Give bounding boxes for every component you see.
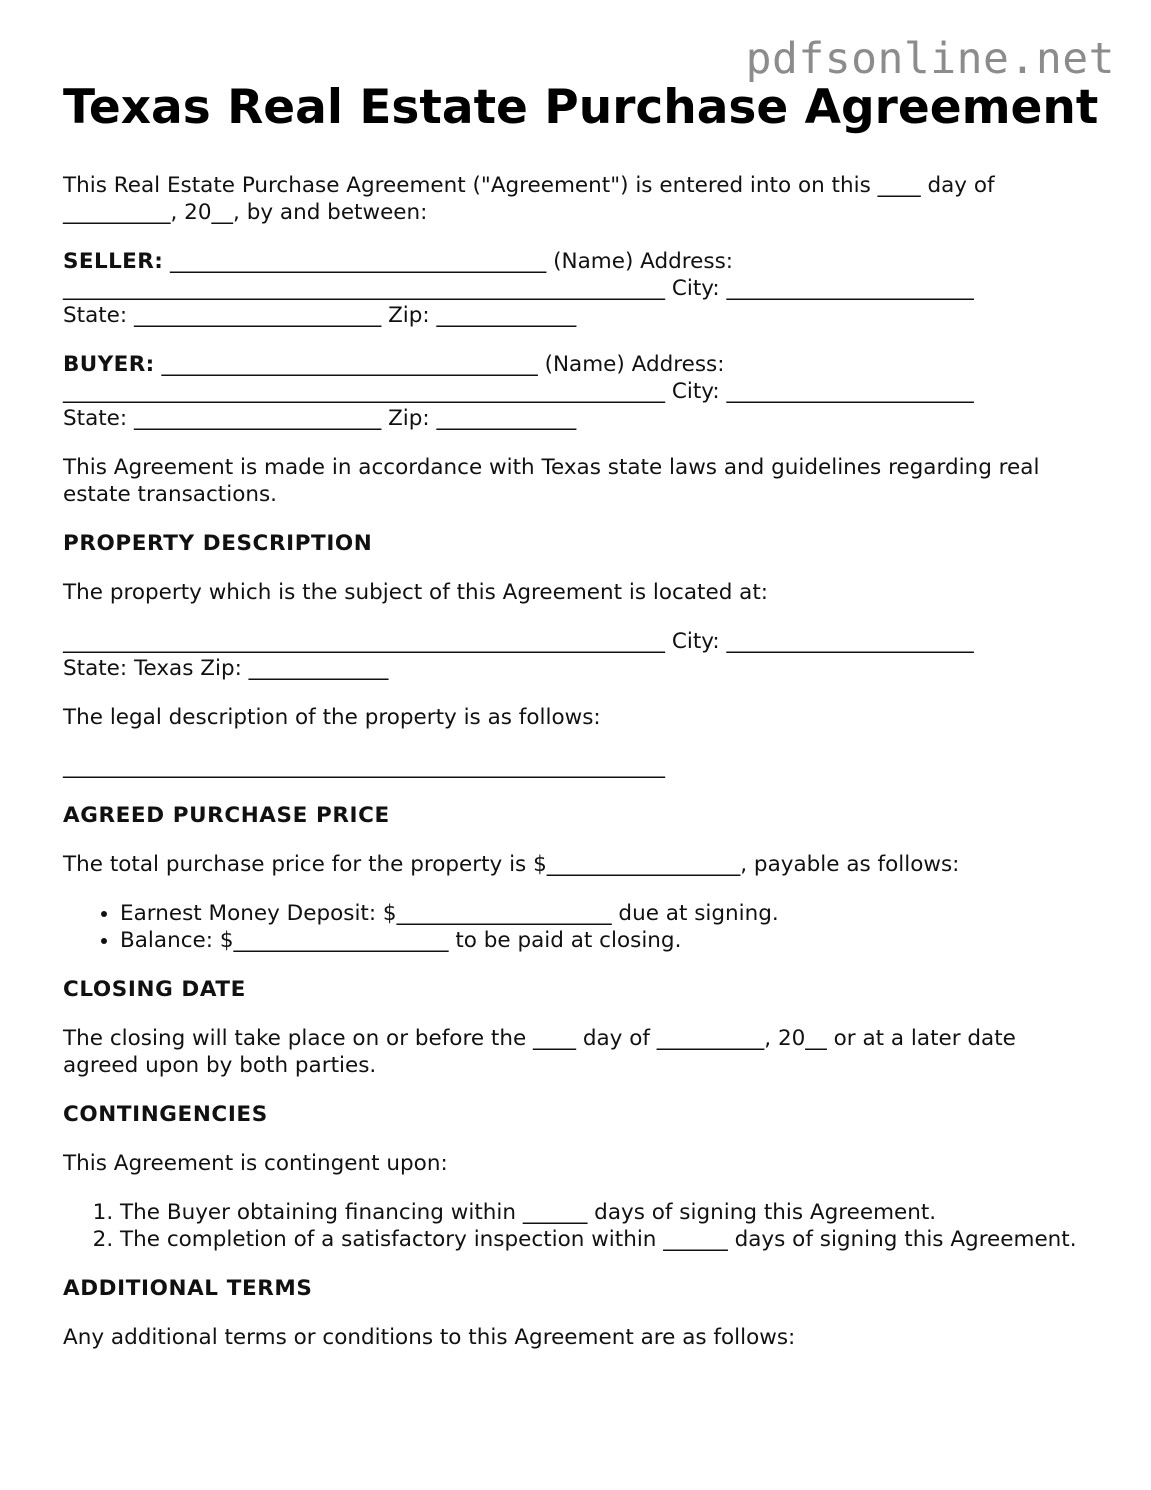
buyer-name-field: ___________________________________ (Name) Address: bbox=[154, 352, 725, 377]
closing-paragraph bbox=[63, 1025, 1103, 1079]
seller-state-zip-field: State: _______________________ Zip: _____________ bbox=[63, 303, 577, 328]
buyer-address-city-field: ________________________________________________________ City: _______________________ bbox=[63, 379, 974, 404]
property-heading: PROPERTY DESCRIPTION bbox=[63, 531, 373, 556]
property-legal-text: The legal description of the property is as follows: bbox=[63, 705, 601, 730]
buyer-line-1 bbox=[63, 351, 1103, 378]
seller-label: SELLER: bbox=[63, 249, 164, 274]
watermark: pdfsonline.net bbox=[745, 34, 1115, 84]
contingencies-list bbox=[63, 1199, 1103, 1253]
property-located-text: The property which is the subject of this Agreement is located at: bbox=[63, 580, 769, 605]
closing-line-2: agreed upon by both parties. bbox=[63, 1053, 377, 1078]
contingency-item-financing: 1. The Buyer obtaining financing within ______ days of signing this Agreement. bbox=[120, 1199, 1103, 1226]
buyer-state-zip-field: State: _______________________ Zip: _____________ bbox=[63, 406, 577, 431]
intro-line-2: __________, 20__, by and between: bbox=[63, 200, 428, 225]
buyer-block bbox=[63, 351, 1103, 432]
compliance-line-2: estate transactions. bbox=[63, 482, 278, 507]
payment-item-earnest: • Earnest Money Deposit: $____________________ due at signing. bbox=[120, 900, 1103, 927]
contingencies-heading: CONTINGENCIES bbox=[63, 1102, 268, 1127]
property-address-city-field: ________________________________________________________ City: _______________________ bbox=[63, 629, 974, 654]
price-text: The total purchase price for the property is $__________________, payable as follows: bbox=[63, 852, 960, 877]
seller-name-field: ___________________________________ (Name) Address: bbox=[163, 249, 734, 274]
compliance-line-1: This Agreement is made in accordance with Texas state laws and guidelines regarding real bbox=[63, 455, 1040, 480]
document-page bbox=[63, 80, 1103, 1373]
document-title: Texas Real Estate Purchase Agreement bbox=[63, 80, 1099, 135]
price-heading: AGREED PURCHASE PRICE bbox=[63, 803, 390, 828]
compliance-paragraph bbox=[63, 454, 1103, 508]
additional-heading: ADDITIONAL TERMS bbox=[63, 1276, 313, 1301]
intro-paragraph bbox=[63, 172, 1103, 226]
intro-line-1: This Real Estate Purchase Agreement ("Agreement") is entered into on this ____ day of bbox=[63, 173, 995, 198]
contingencies-text: This Agreement is contingent upon: bbox=[63, 1151, 448, 1176]
property-state-zip-field: State: Texas Zip: _____________ bbox=[63, 656, 389, 681]
property-legal-blank: ________________________________________________________ bbox=[63, 754, 665, 779]
closing-line-1: The closing will take place on or before the ____ day of __________, 20__ or at a later date bbox=[63, 1026, 1016, 1051]
seller-block bbox=[63, 248, 1103, 329]
buyer-label: BUYER: bbox=[63, 352, 155, 377]
payment-item-balance: • Balance: $____________________ to be paid at closing. bbox=[120, 927, 1103, 954]
seller-address-city-field: ________________________________________________________ City: _______________________ bbox=[63, 276, 974, 301]
property-address-block bbox=[63, 628, 1103, 682]
closing-heading: CLOSING DATE bbox=[63, 977, 246, 1002]
payment-list bbox=[63, 900, 1103, 954]
seller-line-1 bbox=[63, 248, 1103, 275]
contingency-item-inspection: 2. The completion of a satisfactory inspection within ______ days of signing this Agreement. bbox=[120, 1226, 1103, 1253]
additional-text: Any additional terms or conditions to this Agreement are as follows: bbox=[63, 1325, 796, 1350]
